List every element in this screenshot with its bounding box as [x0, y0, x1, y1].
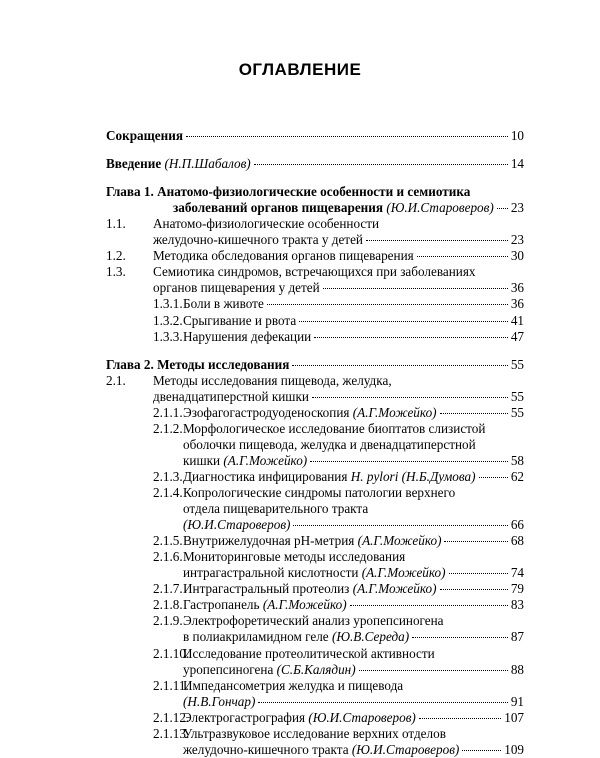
- toc-line: [106, 357, 524, 373]
- toc-line: [153, 404, 524, 421]
- toc-page-number: 23: [510, 232, 524, 248]
- toc-title: Боли в животе: [183, 296, 264, 312]
- toc-number: 2.1.12.: [153, 709, 190, 725]
- toc-line: [183, 453, 524, 469]
- toc-number: 2.1.3.: [153, 468, 183, 484]
- toc-author: H. pylori: [347, 468, 399, 484]
- toc-page-number: 47: [510, 328, 524, 344]
- toc-line: [183, 629, 524, 645]
- toc-number: 2.1.13.: [153, 725, 190, 741]
- toc-page-number: 55: [510, 388, 524, 404]
- toc-line: [153, 485, 524, 501]
- toc-title: Семиотика синдромов, встречающихся при заболеваниях: [153, 264, 476, 280]
- toc-title: интрагастральной кислотности: [183, 565, 359, 581]
- toc-page-number: 41: [510, 312, 524, 328]
- toc-line: [106, 128, 524, 144]
- toc-page-number: 109: [504, 741, 524, 757]
- toc-line: [153, 645, 524, 662]
- toc-number: 2.1.6.: [153, 549, 183, 565]
- toc-line: [106, 264, 524, 280]
- toc-line: [153, 312, 524, 329]
- toc-line: [106, 372, 524, 389]
- toc-title: Импедансометрия желудка и пищевода: [183, 677, 404, 693]
- toc-title: в полиакриламидном геле: [183, 629, 329, 645]
- toc-author: (Ю.И.Староверов): [305, 709, 416, 725]
- toc-page-number: 58: [510, 452, 524, 468]
- toc-line: [153, 232, 524, 248]
- page-title: ОГЛАВЛЕНИЕ: [238, 60, 362, 79]
- toc-title: Исследование протеолитической активности: [183, 645, 435, 661]
- dot-leader: [258, 702, 507, 703]
- toc-author: (С.Б.Калядин): [273, 661, 356, 677]
- toc-title: оболочки пищевода, желудка и двенадцатиперстной: [183, 436, 476, 452]
- dot-leader: [299, 321, 508, 322]
- toc-line: [173, 200, 524, 216]
- toc-number: 2.1.11.: [153, 677, 189, 693]
- dot-leader: [350, 605, 508, 606]
- toc-title: Глава 2. Методы исследования: [106, 356, 290, 372]
- toc-title: Введение: [106, 156, 162, 172]
- dot-leader: [497, 208, 508, 209]
- toc-line: [153, 389, 524, 405]
- toc-author: (Н.В.Гончар): [183, 693, 256, 709]
- toc-author: (А.Г.Можейко): [220, 452, 308, 468]
- toc-author: (Ю.И.Староверов): [348, 741, 460, 757]
- toc-page-number: 55: [510, 356, 524, 372]
- toc-number: 2.1.5.: [153, 533, 183, 549]
- toc-line: [183, 662, 524, 678]
- dot-leader: [444, 541, 507, 542]
- toc-page-number: 88: [510, 661, 524, 677]
- toc-title: Мониторинговые методы исследования: [183, 549, 406, 565]
- toc-number: 2.1.4.: [153, 485, 183, 500]
- toc-line: [153, 549, 524, 565]
- toc-title: Эзофагогастродуоденоскопия: [183, 404, 350, 420]
- toc-line: [106, 156, 524, 172]
- toc-title: Морфологическое исследование биоптатов слизистой: [183, 420, 486, 436]
- toc-author: (А.Г.Можейко): [354, 533, 442, 549]
- toc-title: Гастропанель: [183, 597, 260, 613]
- toc-line: [153, 296, 524, 312]
- toc-number: 2.1.10.: [153, 645, 190, 661]
- toc-title: Электрогастрография: [183, 709, 306, 725]
- toc-title: Копрологические синдромы патологии верхнего: [183, 485, 456, 500]
- toc-title: Внутрижелудочная рН-метрия: [183, 533, 355, 549]
- dot-leader: [417, 256, 508, 257]
- dot-leader: [449, 573, 508, 574]
- toc-title: Ультразвуковое исследование верхних отделов: [183, 725, 446, 741]
- toc-number: 1.3.: [106, 264, 126, 280]
- toc-line: [153, 533, 524, 549]
- toc-line: [183, 517, 524, 533]
- toc-title: Методика обследования органов пищеварения: [153, 248, 414, 264]
- toc-page-number: 91: [510, 693, 524, 709]
- dot-leader: [359, 670, 508, 671]
- dot-leader: [323, 288, 508, 289]
- dot-leader: [412, 637, 508, 638]
- toc-number: 1.3.3.: [153, 328, 183, 344]
- toc-number: 2.1.7.: [153, 581, 183, 597]
- toc-line: [153, 709, 524, 726]
- toc-line: [106, 184, 524, 200]
- toc-author: (Ю.И.Староверов): [183, 517, 291, 533]
- toc-title: Сокращения: [106, 128, 183, 143]
- toc-line: [153, 420, 524, 437]
- toc-line: [153, 597, 524, 613]
- toc-title: органов пищеварения у детей: [153, 280, 320, 296]
- toc-page-number: 36: [510, 296, 524, 312]
- dot-leader: [310, 461, 508, 462]
- toc-page-number: 23: [510, 200, 524, 216]
- toc-title: Нарушения дефекации: [183, 328, 312, 344]
- toc-line: [153, 725, 524, 742]
- toc-line: [183, 501, 524, 517]
- toc-page-number: 74: [510, 565, 524, 581]
- dot-leader: [479, 477, 508, 478]
- toc-page-number: 79: [510, 581, 524, 597]
- toc-author: (А.Г.Можейко): [349, 581, 437, 597]
- toc-page-number: 30: [510, 248, 524, 264]
- toc-line: [153, 468, 524, 485]
- toc-title: Анатомо-физиологические особенности: [153, 216, 380, 232]
- dot-leader: [254, 164, 508, 165]
- toc-line: [106, 216, 524, 232]
- toc-author: (Ю.И.Староверов): [383, 200, 494, 216]
- toc-line: [153, 613, 524, 629]
- toc-page-number: 87: [510, 629, 524, 645]
- toc-author: (А.Г.Можейко): [259, 597, 347, 613]
- toc-number: 1.2.: [106, 248, 126, 264]
- toc-page-number: 36: [510, 280, 524, 296]
- toc-author: (А.Г.Можейко): [349, 404, 437, 420]
- toc-author: (Н.Б.Думова): [398, 468, 476, 484]
- toc-title: Электрофоретический анализ уропепсиногена: [183, 613, 444, 629]
- toc-title: отдела пищеварительного тракта: [183, 501, 369, 517]
- toc-title: заболеваний органов пищеварения: [173, 200, 384, 216]
- toc-page-number: 66: [510, 517, 524, 533]
- toc-number: 2.1.1.: [153, 404, 183, 420]
- toc-line: [153, 280, 524, 296]
- toc-author: (Ю.В.Середа): [328, 629, 410, 645]
- dot-leader: [314, 337, 508, 338]
- dot-leader: [312, 397, 508, 398]
- dot-leader: [292, 365, 507, 366]
- toc-line: [153, 328, 524, 345]
- dot-leader: [419, 718, 501, 719]
- toc-title: кишки: [183, 452, 221, 468]
- toc-number: 1.3.1.: [153, 296, 183, 312]
- toc-title: Интрагастральный протеолиз: [183, 581, 350, 597]
- toc-title: уропепсиногена: [183, 661, 274, 677]
- dot-leader: [293, 525, 507, 526]
- toc-page-number: 14: [510, 156, 524, 172]
- toc-line: [153, 677, 524, 694]
- toc-line: [153, 581, 524, 597]
- toc-page-number: 68: [510, 533, 524, 549]
- toc-title: Диагностика инфицирования: [183, 468, 348, 484]
- toc-author: (А.Г.Можейко): [358, 565, 446, 581]
- toc-line: [183, 437, 524, 453]
- toc-author: (Н.П.Шабалов): [161, 156, 251, 172]
- toc-title: двенадцатиперстной кишки: [153, 388, 309, 404]
- dot-leader: [186, 136, 508, 137]
- toc-title: Методы исследования пищевода, желудка,: [153, 372, 392, 388]
- dot-leader: [440, 413, 508, 414]
- toc-title: желудочно-кишечного тракта у детей: [153, 232, 363, 248]
- toc-page-number: 83: [510, 597, 524, 613]
- dot-leader: [267, 304, 508, 305]
- dot-leader: [440, 589, 508, 590]
- toc-title: Срыгивание и рвота: [183, 312, 297, 328]
- toc-line: [106, 248, 524, 264]
- toc-page-number: 10: [510, 128, 524, 143]
- toc-title: Глава 1. Анатомо-физиологические особенности и семиотика: [106, 184, 471, 200]
- toc-number: 2.1.9.: [153, 613, 183, 629]
- toc-number: 1.3.2.: [153, 312, 183, 328]
- toc-title: желудочно-кишечного тракта: [183, 741, 349, 757]
- toc-number: 2.1.2.: [153, 420, 183, 436]
- toc-page-number: 107: [504, 709, 524, 725]
- toc-line: [183, 694, 524, 710]
- toc-page-number: 55: [510, 404, 524, 420]
- toc-page-number: 62: [510, 468, 524, 484]
- toc-number: 2.1.: [106, 372, 126, 388]
- toc-line: [183, 565, 524, 581]
- dot-leader: [366, 240, 508, 241]
- toc-number: 1.1.: [106, 216, 126, 232]
- toc-number: 2.1.8.: [153, 597, 183, 613]
